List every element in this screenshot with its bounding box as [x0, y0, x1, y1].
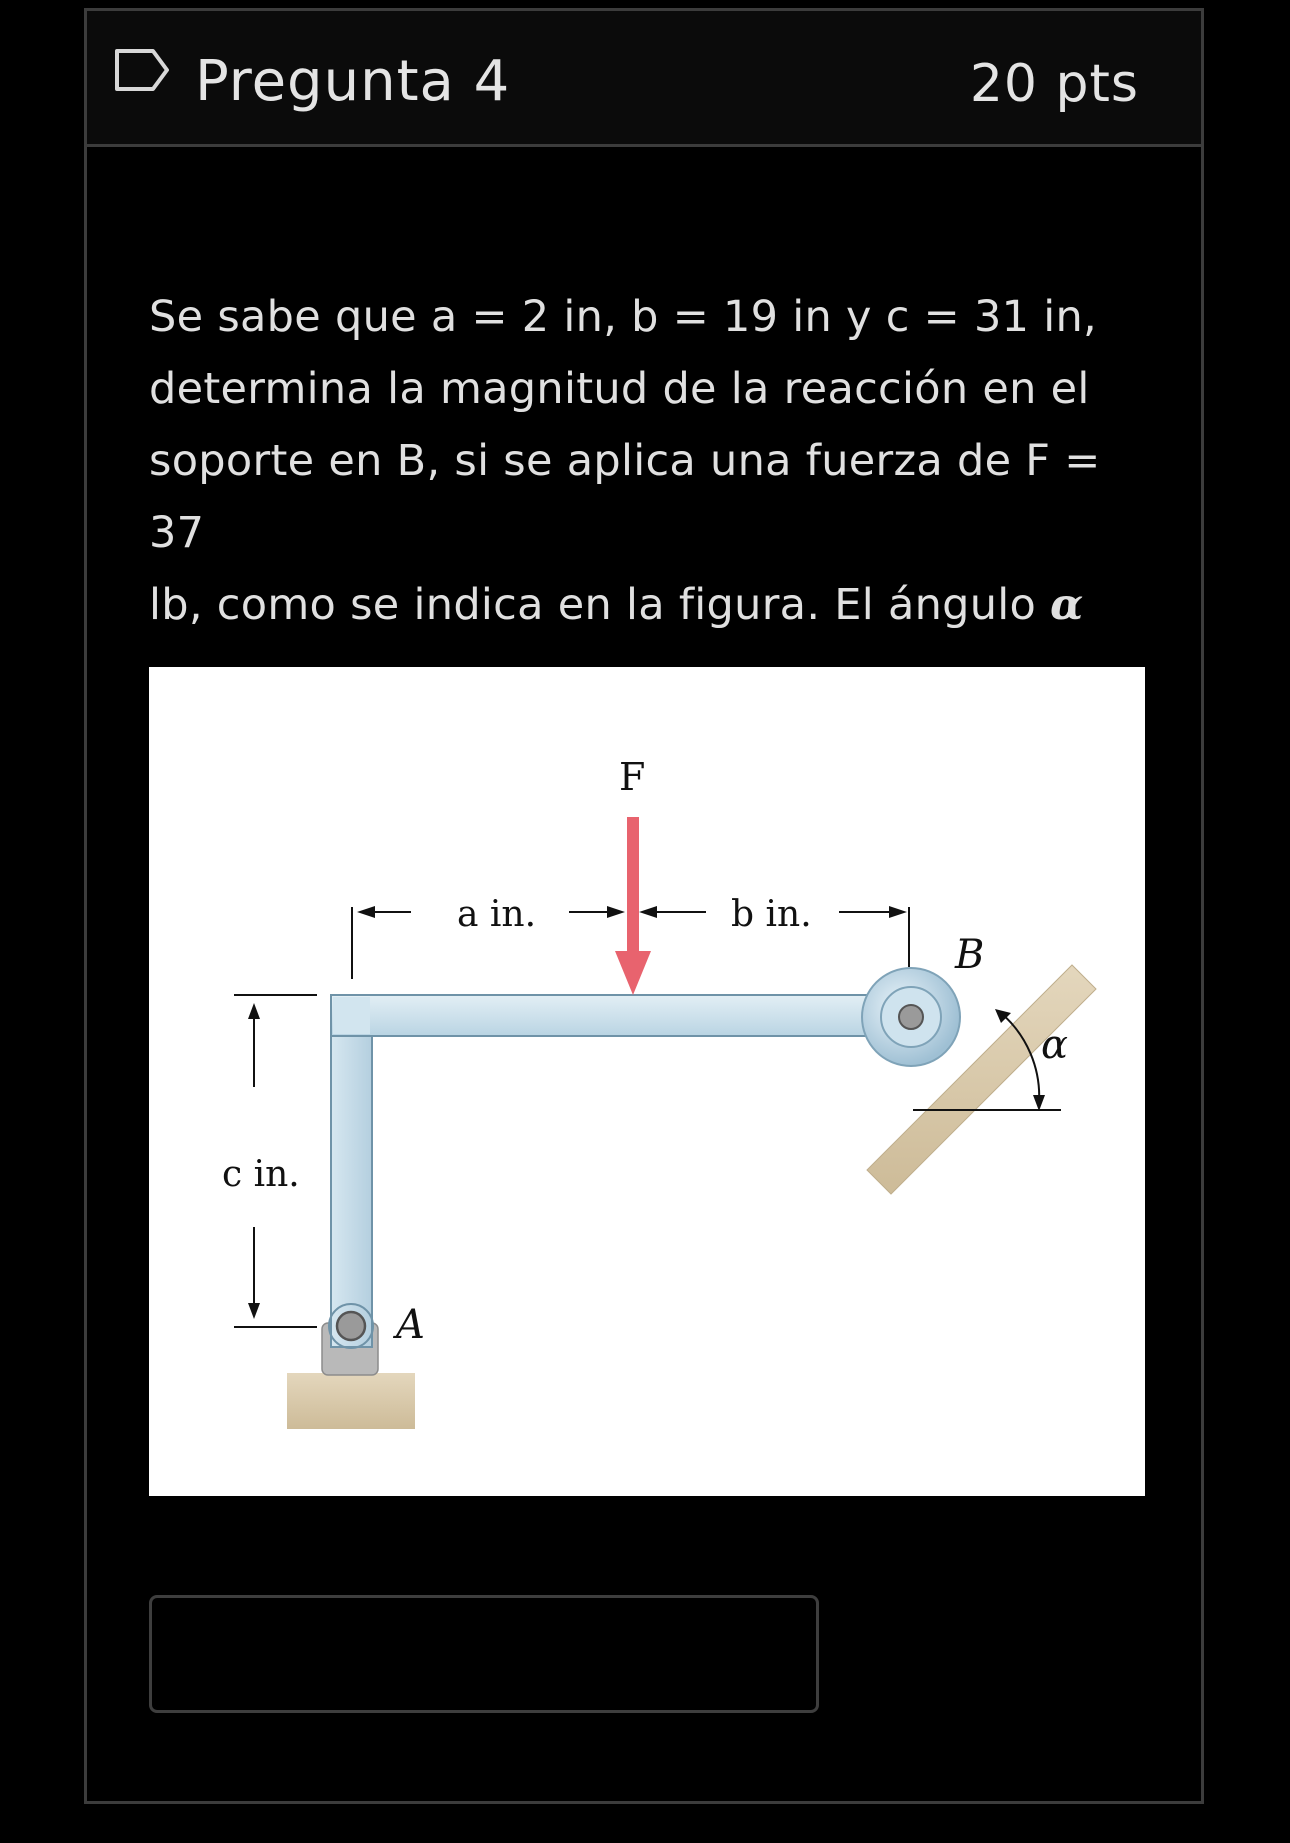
question-text-line: soporte en B, si se aplica una fuerza de F = 37	[149, 436, 1101, 558]
question-text-line: Se sabe que a = 2 in, b = 19 in y c = 31 in,	[149, 292, 1098, 342]
question-header	[87, 11, 1201, 147]
flag-icon[interactable]	[113, 45, 173, 95]
label-alpha: α	[1041, 1022, 1069, 1068]
label-B: B	[955, 932, 985, 978]
label-c: c in.	[222, 1154, 300, 1195]
ground-block-a	[287, 1373, 415, 1429]
label-A: A	[396, 1302, 425, 1348]
label-b: b in.	[731, 894, 812, 935]
frame-diagram	[149, 667, 1145, 1496]
answer-input[interactable]	[149, 1595, 819, 1713]
label-a: a in.	[457, 894, 537, 935]
question-text-line: determina la magnitud de la reacción en el	[149, 364, 1090, 414]
question-title: Pregunta 4	[195, 49, 511, 114]
question-points: 20 pts	[969, 54, 1139, 114]
question-text-segment: lb, como se indica en la figura. El ángulo	[149, 580, 1051, 630]
question-card	[84, 8, 1204, 1804]
horizontal-member	[331, 995, 911, 1036]
vertical-member	[331, 995, 372, 1347]
problem-figure	[149, 667, 1145, 1496]
label-f: F	[619, 755, 646, 799]
force-arrow-shaft	[627, 817, 639, 957]
pin-b	[899, 1005, 923, 1029]
force-arrow-head	[615, 951, 651, 995]
alpha-symbol: α	[1050, 580, 1084, 630]
pin-a	[337, 1312, 365, 1340]
